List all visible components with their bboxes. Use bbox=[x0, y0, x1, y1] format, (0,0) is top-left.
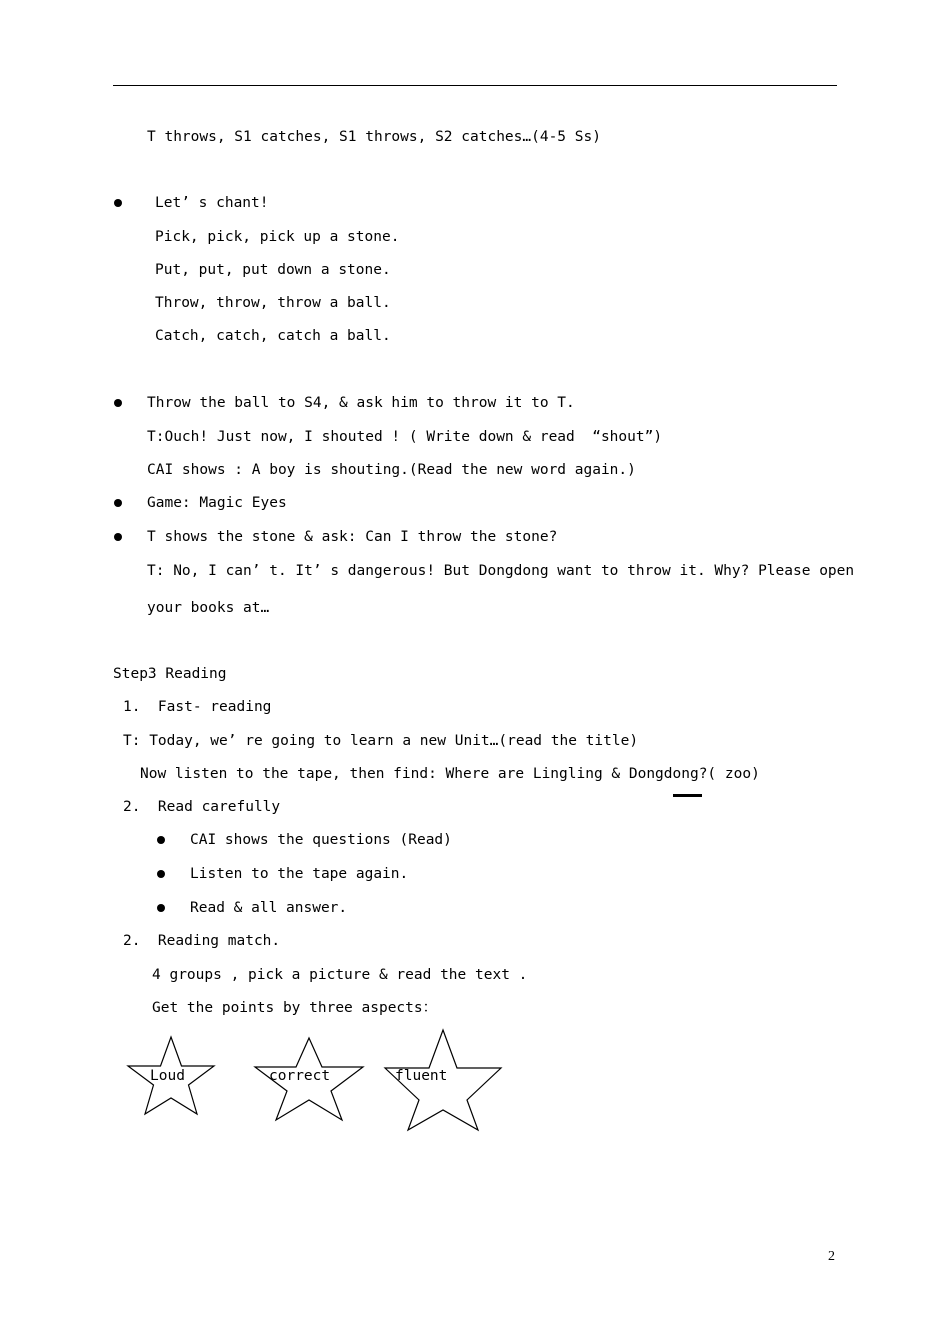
text-line: 2. Reading match. bbox=[123, 933, 281, 949]
page-number: 2 bbox=[828, 1249, 835, 1264]
text-line: Put, put, put down a stone. bbox=[155, 262, 391, 278]
text-line: Now listen to the tape, then find: Where are Lingling & Dongdong?( zoo) bbox=[140, 766, 760, 782]
text-line: 1. Fast- reading bbox=[123, 699, 272, 715]
text-line: 2. Read carefully bbox=[123, 799, 281, 815]
text-line: Listen to the tape again. bbox=[190, 866, 409, 882]
star-label-fluent: fluent bbox=[395, 1068, 448, 1084]
text-line: Get the points by three aspects： bbox=[152, 1000, 438, 1016]
text-line: your books at… bbox=[147, 600, 270, 616]
text-line: T shows the stone & ask: Can I throw the stone? bbox=[147, 529, 558, 545]
text-line: T: Today, we’ re going to learn a new Unit…(read the title) bbox=[123, 733, 639, 749]
text-line: T: No, I can’ t. It’ s dangerous! But Dongdong want to throw it. Why? Please open bbox=[147, 563, 855, 579]
text-line: Throw the ball to S4, & ask him to throw it to T. bbox=[147, 395, 575, 411]
star-label-correct: correct bbox=[269, 1068, 331, 1084]
text-line: 4 groups , pick a picture & read the text . bbox=[152, 967, 528, 983]
text-line: Let’ s chant! bbox=[155, 195, 269, 211]
text-line: T throws, S1 catches, S1 throws, S2 catches…(4-5 Ss) bbox=[147, 129, 601, 145]
section-heading: Step3 Reading bbox=[113, 666, 227, 682]
text-line: Pick, pick, pick up a stone. bbox=[155, 229, 400, 245]
text-line: T:Ouch! Just now, I shouted ! ( Write down & read “shout”) bbox=[147, 429, 663, 445]
text-line: CAI shows the questions (Read) bbox=[190, 832, 452, 848]
text-line: Throw, throw, throw a ball. bbox=[155, 295, 391, 311]
text-line: Catch, catch, catch a ball. bbox=[155, 328, 391, 344]
star-label-loud: Loud bbox=[150, 1068, 185, 1084]
text-line: Read & all answer. bbox=[190, 900, 348, 916]
text-line: Game: Magic Eyes bbox=[147, 495, 287, 511]
text-line: CAI shows : A boy is shouting.(Read the new word again.) bbox=[147, 462, 636, 478]
